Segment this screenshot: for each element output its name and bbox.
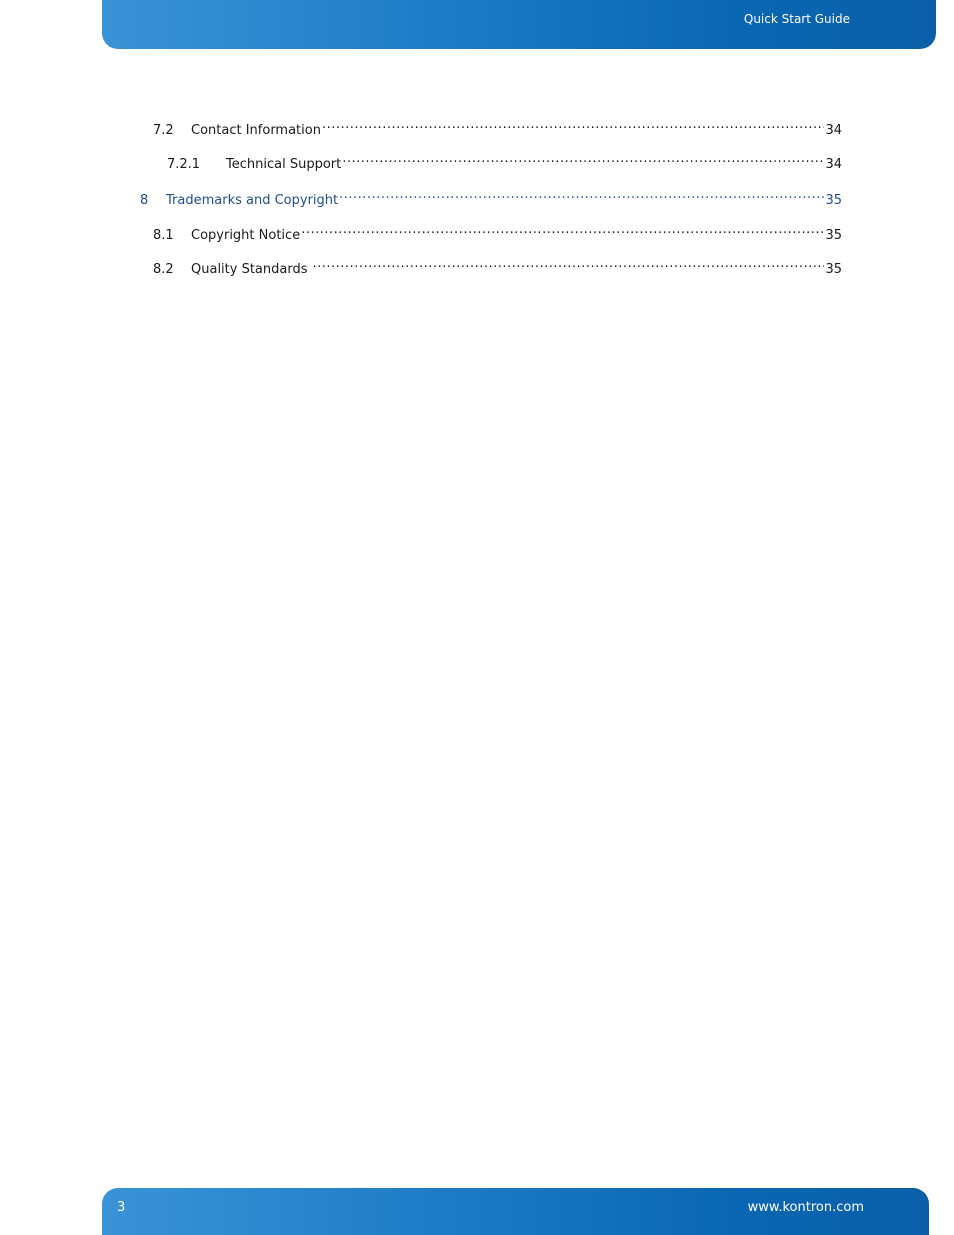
toc-page-number: 34	[825, 123, 842, 138]
toc-entry-copyright-notice[interactable]	[153, 221, 842, 243]
footer-bar	[102, 1188, 929, 1235]
toc-leader-dots	[301, 221, 824, 239]
toc-title: Quality Standards	[191, 262, 308, 277]
header-bar	[102, 0, 936, 49]
toc-title: Trademarks and Copyright	[166, 193, 339, 208]
toc-number: 8	[140, 193, 149, 208]
toc-number: 7.2	[153, 123, 174, 138]
toc-title: Contact Information	[191, 123, 321, 138]
toc-leader-dots	[322, 116, 824, 134]
toc-number: 7.2.1	[167, 157, 201, 172]
toc-page-number: 35	[825, 228, 842, 243]
toc-entry-quality-standards[interactable]	[153, 255, 842, 277]
toc-page-number: 34	[825, 157, 842, 172]
footer-page-number: 3	[117, 1200, 126, 1215]
toc-entry-trademarks-and-copyright[interactable]	[140, 186, 842, 208]
toc-page-number: 35	[825, 193, 842, 208]
toc-leader-dots	[342, 150, 824, 168]
footer-website-link[interactable]: www.kontron.com	[747, 1200, 864, 1215]
toc-title: Copyright Notice	[191, 228, 301, 243]
toc-leader-dots	[313, 255, 825, 273]
toc-page-number: 35	[825, 262, 842, 277]
toc-title: Technical Support	[226, 157, 342, 172]
toc-number: 8.1	[153, 228, 174, 243]
toc-leader-dots	[339, 186, 824, 204]
document-title: Quick Start Guide	[743, 12, 850, 26]
toc-entry-technical-support[interactable]	[167, 150, 842, 172]
toc-number: 8.2	[153, 262, 174, 277]
toc-entry-contact-information[interactable]	[153, 116, 842, 138]
